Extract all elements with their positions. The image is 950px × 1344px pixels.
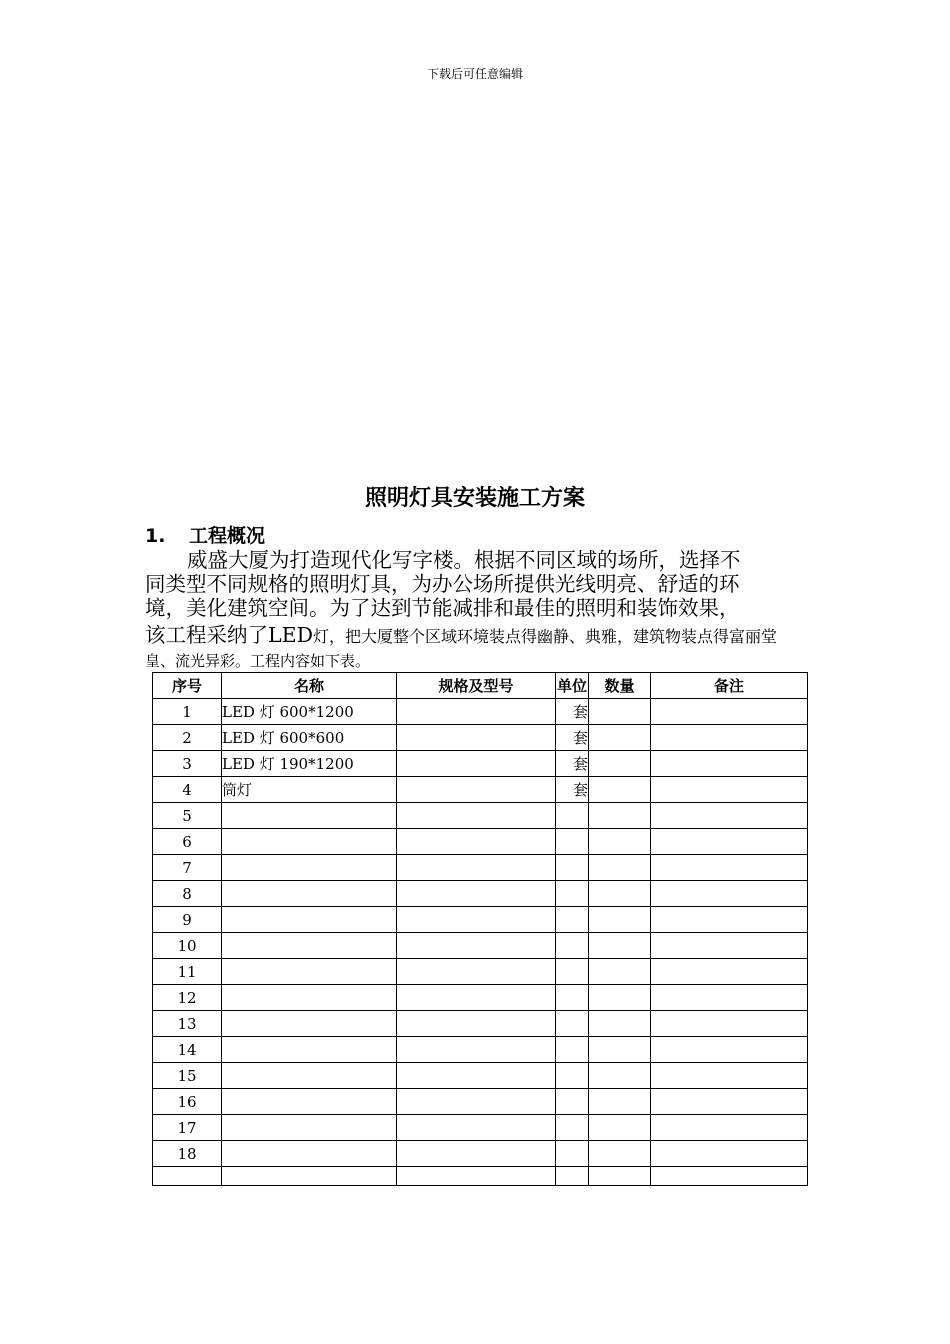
document-title: 照明灯具安装施工方案 — [364, 486, 585, 511]
table-row — [153, 777, 808, 803]
paragraph-line-4-large-text: 该工程采纳了LED — [145, 623, 314, 647]
paragraph-line-1-text: 威盛大厦为打造现代化写字楼。根据不同区域的场所，选择不 — [187, 548, 741, 572]
cell-spec — [397, 1063, 556, 1089]
cell-qty — [589, 725, 651, 751]
cell-unit — [556, 1115, 589, 1141]
table-body — [153, 699, 808, 1186]
cell-qty — [589, 1115, 651, 1141]
cell-unit — [556, 803, 589, 829]
cell-no: 14 — [153, 1037, 222, 1063]
cell-unit — [556, 855, 589, 881]
paragraph-line-4 — [145, 622, 805, 650]
paragraph-line-1 — [145, 548, 805, 572]
cell-remark — [651, 777, 808, 803]
cell-unit — [556, 933, 589, 959]
table-row — [153, 1141, 808, 1167]
cell-no: 5 — [153, 803, 222, 829]
cell-spec — [397, 699, 556, 725]
paragraph-line-3: 境，美化建筑空间。为了达到节能减排和最佳的照明和装饰效果， — [145, 596, 740, 620]
cell-no: 3 — [153, 751, 222, 777]
cell-name — [222, 803, 397, 829]
table-row — [153, 751, 808, 777]
cell-name — [222, 933, 397, 959]
cell-no: 4 — [153, 777, 222, 803]
cell-spec — [397, 777, 556, 803]
cell-qty — [589, 959, 651, 985]
table-row — [153, 699, 808, 725]
cell-name — [222, 829, 397, 855]
cell-no: 18 — [153, 1141, 222, 1167]
cell-unit — [556, 1011, 589, 1037]
cell-qty — [589, 751, 651, 777]
table-row — [153, 855, 808, 881]
cell-name — [222, 1167, 397, 1186]
cell-qty — [589, 803, 651, 829]
cell-spec — [397, 933, 556, 959]
cell-spec — [397, 1115, 556, 1141]
cell-spec — [397, 881, 556, 907]
cell-qty — [589, 777, 651, 803]
cell-qty — [589, 829, 651, 855]
table-row — [153, 959, 808, 985]
cell-qty — [589, 907, 651, 933]
table-row — [153, 829, 808, 855]
cell-qty — [589, 1011, 651, 1037]
cell-spec — [397, 829, 556, 855]
cell-name — [222, 1063, 397, 1089]
cell-unit — [556, 1167, 589, 1186]
cell-qty — [589, 1141, 651, 1167]
cell-name — [222, 907, 397, 933]
paragraph-line-5: 皇、流光异彩。工程内容如下表。 — [145, 652, 371, 670]
cell-qty — [589, 855, 651, 881]
cell-name: 筒灯 — [222, 777, 397, 803]
cell-no — [153, 1167, 222, 1186]
cell-qty — [589, 699, 651, 725]
cell-no: 11 — [153, 959, 222, 985]
cell-name — [222, 1037, 397, 1063]
cell-spec — [397, 1037, 556, 1063]
cell-unit: 套 — [556, 699, 589, 725]
table-row — [153, 985, 808, 1011]
cell-spec — [397, 959, 556, 985]
table-row — [153, 881, 808, 907]
header-name: 名称 — [222, 673, 397, 699]
cell-qty — [589, 933, 651, 959]
cell-unit — [556, 959, 589, 985]
cell-name — [222, 1141, 397, 1167]
cell-remark — [651, 699, 808, 725]
cell-no: 15 — [153, 1063, 222, 1089]
cell-spec — [397, 1141, 556, 1167]
cell-no: 17 — [153, 1115, 222, 1141]
lighting-items-table — [152, 672, 808, 1186]
cell-remark — [651, 907, 808, 933]
cell-no: 2 — [153, 725, 222, 751]
cell-no: 8 — [153, 881, 222, 907]
cell-unit — [556, 829, 589, 855]
section-title: 工程概况 — [189, 525, 266, 547]
paragraph-line-2: 同类型不同规格的照明灯具，为办公场所提供光线明亮、舒适的环 — [145, 572, 740, 596]
cell-spec — [397, 985, 556, 1011]
cell-qty — [589, 881, 651, 907]
section-number: 1. — [145, 525, 166, 547]
cell-remark — [651, 881, 808, 907]
cell-remark — [651, 1141, 808, 1167]
cell-spec — [397, 907, 556, 933]
header-remark: 备注 — [651, 673, 808, 699]
cell-spec — [397, 725, 556, 751]
cell-qty — [589, 1063, 651, 1089]
cell-name — [222, 1115, 397, 1141]
cell-remark — [651, 985, 808, 1011]
cell-name — [222, 1089, 397, 1115]
cell-name: LED 灯 600*1200 — [222, 699, 397, 725]
cell-spec — [397, 1011, 556, 1037]
header-spec: 规格及型号 — [397, 673, 556, 699]
table-row — [153, 1037, 808, 1063]
cell-spec — [397, 1167, 556, 1186]
cell-remark — [651, 803, 808, 829]
cell-remark — [651, 855, 808, 881]
table-row — [153, 803, 808, 829]
cell-unit: 套 — [556, 725, 589, 751]
cell-qty — [589, 1089, 651, 1115]
cell-unit — [556, 881, 589, 907]
cell-spec — [397, 1089, 556, 1115]
cell-unit: 套 — [556, 777, 589, 803]
cell-remark — [651, 1167, 808, 1186]
cell-no: 7 — [153, 855, 222, 881]
table-row — [153, 1115, 808, 1141]
cell-name — [222, 1011, 397, 1037]
cell-unit — [556, 1063, 589, 1089]
table-row — [153, 725, 808, 751]
cell-name: LED 灯 600*600 — [222, 725, 397, 751]
cell-name — [222, 985, 397, 1011]
cell-no: 6 — [153, 829, 222, 855]
cell-remark — [651, 1063, 808, 1089]
table-row — [153, 1167, 808, 1186]
cell-spec — [397, 751, 556, 777]
table-header-row — [153, 673, 808, 699]
cell-name — [222, 855, 397, 881]
header-qty: 数量 — [589, 673, 651, 699]
cell-no: 13 — [153, 1011, 222, 1037]
cell-remark — [651, 725, 808, 751]
cell-unit: 套 — [556, 751, 589, 777]
cell-remark — [651, 1089, 808, 1115]
cell-qty — [589, 1037, 651, 1063]
cell-qty — [589, 1167, 651, 1186]
cell-unit — [556, 907, 589, 933]
cell-no: 9 — [153, 907, 222, 933]
cell-remark — [651, 751, 808, 777]
cell-no: 16 — [153, 1089, 222, 1115]
cell-remark — [651, 1011, 808, 1037]
header-unit: 单位 — [556, 673, 589, 699]
table-row — [153, 1011, 808, 1037]
paragraph-line-4-small-text: 灯，把大厦整个区域环境装点得幽静、典雅，建筑物装点得富丽堂 — [313, 627, 778, 646]
cell-spec — [397, 803, 556, 829]
cell-no: 10 — [153, 933, 222, 959]
cell-remark — [651, 829, 808, 855]
cell-unit — [556, 985, 589, 1011]
cell-name — [222, 959, 397, 985]
cell-no: 1 — [153, 699, 222, 725]
cell-name — [222, 881, 397, 907]
cell-unit — [556, 1089, 589, 1115]
cell-remark — [651, 933, 808, 959]
cell-remark — [651, 1037, 808, 1063]
cell-remark — [651, 959, 808, 985]
table-row — [153, 907, 808, 933]
table-row — [153, 1089, 808, 1115]
cell-no: 12 — [153, 985, 222, 1011]
cell-spec — [397, 855, 556, 881]
cell-unit — [556, 1141, 589, 1167]
table-row — [153, 933, 808, 959]
table-row — [153, 1063, 808, 1089]
header-no: 序号 — [153, 673, 222, 699]
cell-remark — [651, 1115, 808, 1141]
cell-qty — [589, 985, 651, 1011]
header-note: 下载后可任意编辑 — [426, 67, 523, 81]
cell-name: LED 灯 190*1200 — [222, 751, 397, 777]
cell-unit — [556, 1037, 589, 1063]
section-heading — [145, 523, 265, 549]
